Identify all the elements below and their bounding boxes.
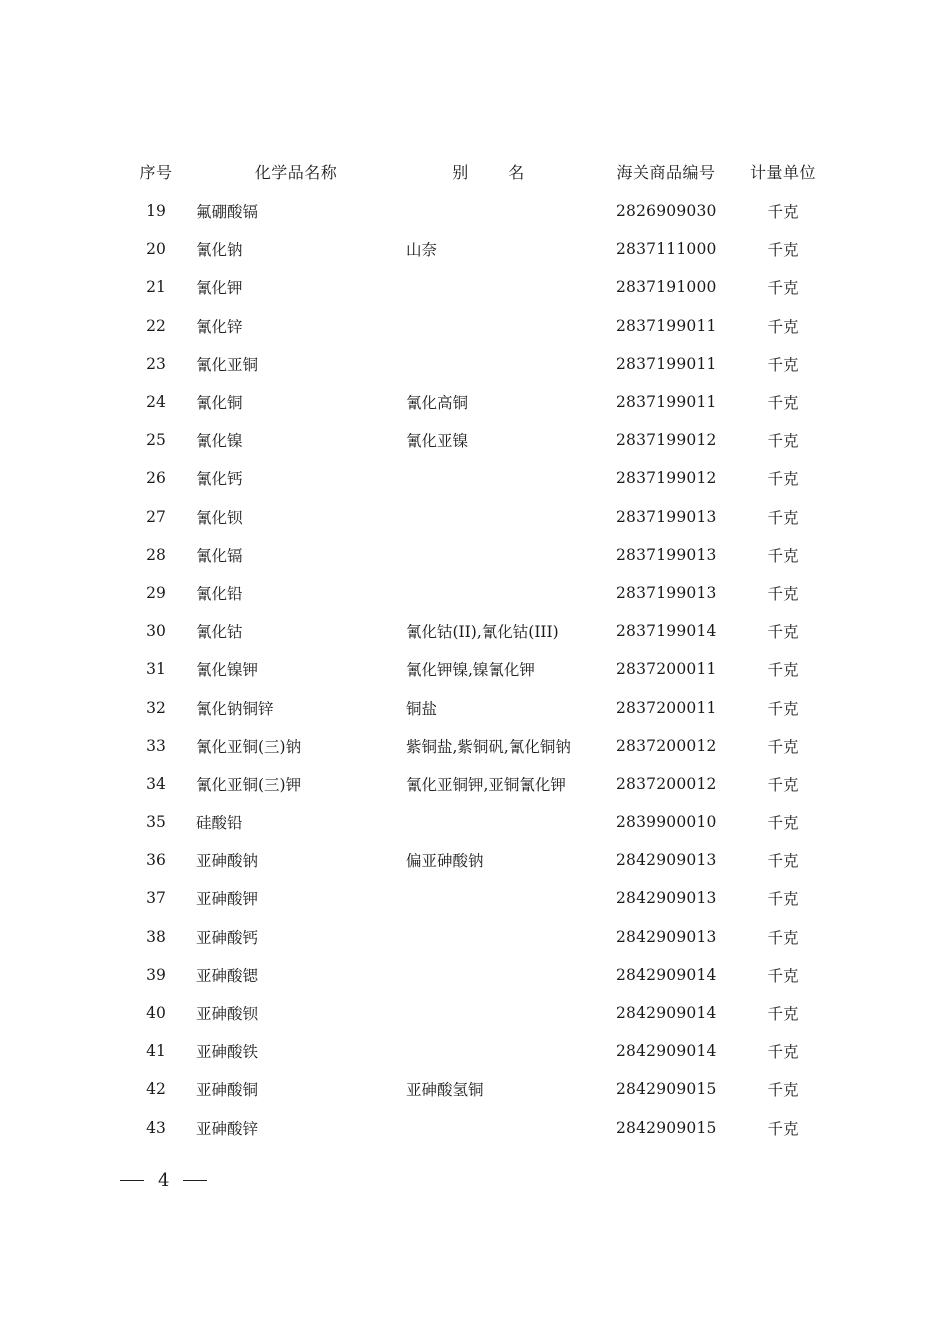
- chemical-name-cell: 氰化钠铜锌: [196, 699, 274, 718]
- chemical-name-cell: 硅酸铅: [196, 814, 243, 833]
- customs-code-cell: 2837199013: [616, 583, 717, 602]
- chemical-table: [118, 150, 838, 1147]
- table-row: [118, 994, 838, 1032]
- chemical-name-cell: 亚砷酸锌: [196, 1119, 259, 1138]
- table-row: [118, 918, 838, 956]
- unit-cell: 千克: [767, 317, 799, 336]
- table-row: [118, 230, 838, 268]
- unit-cell: 千克: [767, 623, 799, 642]
- alias-cell: 氰化亚铜钾,亚铜氰化钾: [406, 775, 566, 794]
- unit-cell: 千克: [767, 928, 799, 947]
- table-row: [118, 307, 838, 345]
- serial-number-cell: 21: [146, 278, 166, 297]
- alias-cell: [406, 879, 611, 917]
- alias-cell: [406, 536, 611, 574]
- alias-cell: [406, 574, 611, 612]
- customs-code-cell: 2837199011: [616, 354, 717, 373]
- table-row: [118, 498, 838, 536]
- serial-number-cell: 41: [146, 1042, 166, 1061]
- customs-code-cell: 2837199012: [616, 469, 717, 488]
- table-body: [118, 192, 838, 1147]
- alias-cell: [406, 1032, 611, 1070]
- customs-code-cell: 2842909015: [616, 1118, 717, 1137]
- serial-number-cell: 30: [146, 622, 166, 641]
- customs-code-cell: 2837200011: [616, 660, 717, 679]
- customs-code-cell: 2837199014: [616, 622, 717, 641]
- alias-cell: [406, 498, 611, 536]
- unit-cell: 千克: [767, 241, 799, 260]
- chemical-name-cell: 亚砷酸钙: [196, 928, 259, 947]
- chemical-name-cell: 氰化钡: [196, 508, 243, 527]
- chemical-name-cell: 亚砷酸钠: [196, 852, 259, 871]
- unit-cell: 千克: [767, 1005, 799, 1024]
- serial-number-cell: 27: [146, 507, 166, 526]
- alias-cell: [406, 994, 611, 1032]
- chemical-name-cell: 氰化亚铜(三)钠: [196, 737, 302, 756]
- unit-cell: 千克: [767, 394, 799, 413]
- alias-cell: 氰化钾镍,镍氰化钾: [406, 661, 535, 680]
- customs-code-cell: 2839900010: [616, 813, 717, 832]
- table-row: [118, 841, 838, 879]
- chemical-name-cell: 亚砷酸铜: [196, 1081, 259, 1100]
- serial-number-cell: 43: [146, 1118, 166, 1137]
- chemical-name-cell: 氰化钙: [196, 470, 243, 489]
- customs-code-cell: 2837191000: [616, 278, 717, 297]
- chemical-name-cell: 亚砷酸铁: [196, 1043, 259, 1062]
- table-row: [118, 803, 838, 841]
- alias-cell: [406, 956, 611, 994]
- chemical-name-cell: 亚砷酸锶: [196, 966, 259, 985]
- alias-cell: 紫铜盐,紫铜矾,氰化铜钠: [406, 737, 571, 756]
- table-row: [118, 612, 838, 650]
- serial-number-cell: 33: [146, 736, 166, 755]
- header-unit: 计量单位: [749, 162, 816, 182]
- chemical-name-cell: 氰化镉: [196, 546, 243, 565]
- alias-cell: [406, 192, 611, 230]
- customs-code-cell: 2837199013: [616, 507, 717, 526]
- table-row: [118, 879, 838, 917]
- serial-number-cell: 34: [146, 774, 166, 793]
- table-row: [118, 1070, 838, 1108]
- footer-dash-left: [120, 1180, 144, 1181]
- customs-code-cell: 2826909030: [616, 202, 717, 221]
- unit-cell: 千克: [767, 775, 799, 794]
- unit-cell: 千克: [767, 699, 799, 718]
- unit-cell: 千克: [767, 966, 799, 985]
- customs-code-cell: 2837200011: [616, 698, 717, 717]
- customs-code-cell: 2837199011: [616, 316, 717, 335]
- customs-code-cell: 2837199011: [616, 393, 717, 412]
- unit-cell: 千克: [767, 546, 799, 565]
- table-row: [118, 1032, 838, 1070]
- alias-cell: 铜盐: [406, 699, 438, 718]
- unit-cell: 千克: [767, 508, 799, 527]
- customs-code-cell: 2842909014: [616, 965, 717, 984]
- table-row: [118, 192, 838, 230]
- customs-code-cell: 2837199013: [616, 545, 717, 564]
- alias-cell: 氰化钴(II),氰化钴(III): [406, 623, 559, 642]
- page-footer: [120, 1166, 207, 1194]
- alias-cell: [406, 1109, 611, 1147]
- serial-number-cell: 24: [146, 393, 166, 412]
- header-customs-code: 海关商品编号: [616, 162, 716, 182]
- serial-number-cell: 31: [146, 660, 166, 679]
- table-row: [118, 345, 838, 383]
- alias-cell: [406, 918, 611, 956]
- serial-number-cell: 25: [146, 431, 166, 450]
- chemical-name-cell: 氰化钠: [196, 241, 243, 260]
- chemical-name-cell: 氰化铅: [196, 584, 243, 603]
- customs-code-cell: 2842909013: [616, 851, 717, 870]
- serial-number-cell: 26: [146, 469, 166, 488]
- serial-number-cell: 36: [146, 851, 166, 870]
- serial-number-cell: 38: [146, 927, 166, 946]
- serial-number-cell: 28: [146, 545, 166, 564]
- customs-code-cell: 2842909013: [616, 889, 717, 908]
- unit-cell: 千克: [767, 1119, 799, 1138]
- table-row: [118, 650, 838, 688]
- customs-code-cell: 2837200012: [616, 774, 717, 793]
- customs-code-cell: 2842909014: [616, 1004, 717, 1023]
- alias-cell: [406, 268, 611, 306]
- chemical-name-cell: 氰化钾: [196, 279, 243, 298]
- chemical-name-cell: 亚砷酸钾: [196, 890, 259, 909]
- table-row: [118, 268, 838, 306]
- chemical-name-cell: 氰化铜: [196, 394, 243, 413]
- customs-code-cell: 2842909014: [616, 1042, 717, 1061]
- serial-number-cell: 32: [146, 698, 166, 717]
- alias-cell: 山奈: [406, 241, 438, 260]
- unit-cell: 千克: [767, 890, 799, 909]
- chemical-name-cell: 氟硼酸镉: [196, 203, 259, 222]
- alias-cell: [406, 307, 611, 345]
- unit-cell: 千克: [767, 584, 799, 603]
- serial-number-cell: 20: [146, 240, 166, 259]
- unit-cell: 千克: [767, 661, 799, 680]
- unit-cell: 千克: [767, 737, 799, 756]
- table-row: [118, 956, 838, 994]
- table-row: [118, 1109, 838, 1147]
- header-serial-number: 序号: [139, 162, 173, 182]
- unit-cell: 千克: [767, 432, 799, 451]
- serial-number-cell: 19: [146, 202, 166, 221]
- chemical-name-cell: 氰化钴: [196, 623, 243, 642]
- chemical-name-cell: 氰化亚铜(三)钾: [196, 775, 302, 794]
- alias-cell: 偏亚砷酸钠: [406, 852, 484, 871]
- unit-cell: 千克: [767, 852, 799, 871]
- unit-cell: 千克: [767, 279, 799, 298]
- unit-cell: 千克: [767, 470, 799, 489]
- table-row: [118, 459, 838, 497]
- alias-cell: 亚砷酸氢铜: [406, 1081, 484, 1100]
- alias-cell: [406, 459, 611, 497]
- alias-cell: [406, 803, 611, 841]
- unit-cell: 千克: [767, 355, 799, 374]
- table-row: [118, 383, 838, 421]
- table-row: [118, 536, 838, 574]
- serial-number-cell: 40: [146, 1004, 166, 1023]
- serial-number-cell: 29: [146, 583, 166, 602]
- unit-cell: 千克: [767, 1043, 799, 1062]
- table-row: [118, 765, 838, 803]
- customs-code-cell: 2842909015: [616, 1080, 717, 1099]
- unit-cell: 千克: [767, 1081, 799, 1100]
- chemical-name-cell: 氰化镍钾: [196, 661, 259, 680]
- page-number: 4: [158, 1169, 170, 1191]
- alias-cell: 氰化高铜: [406, 394, 469, 413]
- serial-number-cell: 22: [146, 316, 166, 335]
- table-row: [118, 727, 838, 765]
- customs-code-cell: 2837199012: [616, 431, 717, 450]
- customs-code-cell: 2842909013: [616, 927, 717, 946]
- table-row: [118, 574, 838, 612]
- footer-dash-right: [183, 1180, 207, 1181]
- chemical-name-cell: 氰化亚铜: [196, 355, 259, 374]
- serial-number-cell: 39: [146, 965, 166, 984]
- header-chemical-name: 化学品名称: [254, 162, 338, 182]
- serial-number-cell: 37: [146, 889, 166, 908]
- unit-cell: 千克: [767, 203, 799, 222]
- customs-code-cell: 2837111000: [616, 240, 717, 259]
- alias-cell: [406, 345, 611, 383]
- unit-cell: 千克: [767, 814, 799, 833]
- serial-number-cell: 35: [146, 813, 166, 832]
- table-row: [118, 421, 838, 459]
- serial-number-cell: 42: [146, 1080, 166, 1099]
- customs-code-cell: 2837200012: [616, 736, 717, 755]
- table-header: [118, 150, 838, 192]
- chemical-name-cell: 氰化锌: [196, 317, 243, 336]
- alias-cell: 氰化亚镍: [406, 432, 469, 451]
- table-row: [118, 688, 838, 726]
- chemical-name-cell: 氰化镍: [196, 432, 243, 451]
- serial-number-cell: 23: [146, 354, 166, 373]
- chemical-name-cell: 亚砷酸钡: [196, 1005, 259, 1024]
- header-alias: 别 名: [452, 162, 525, 182]
